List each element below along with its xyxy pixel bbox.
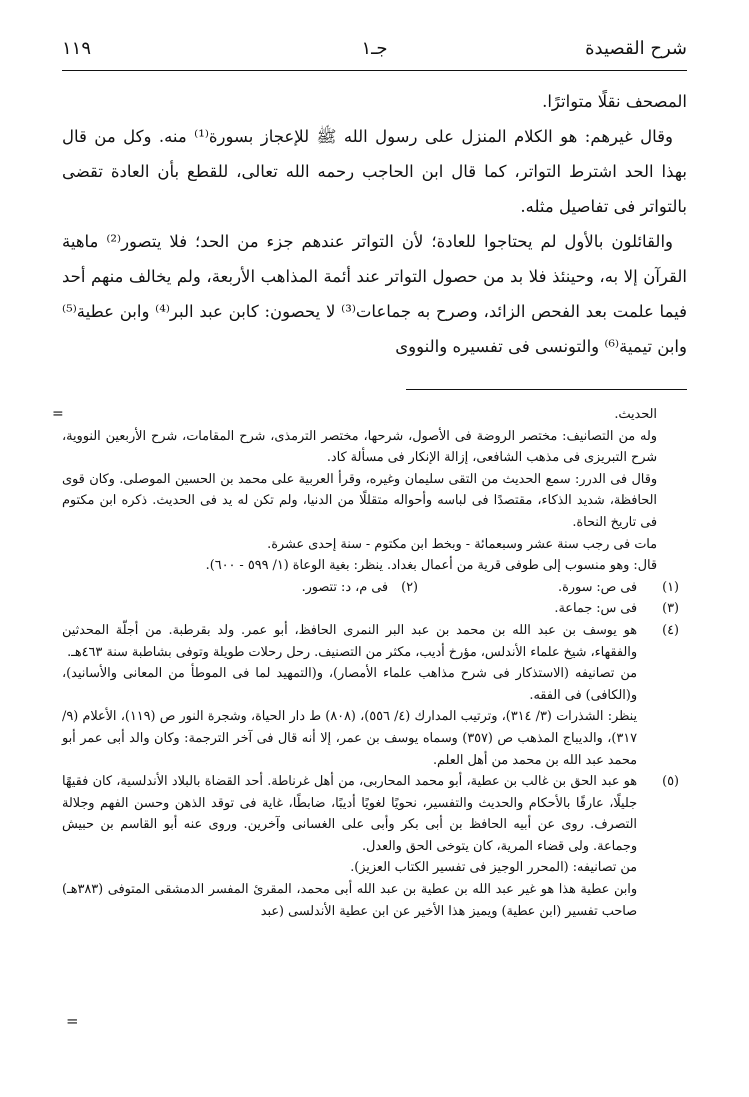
footnote-text: فى م، د: تتصور. — [301, 579, 388, 595]
footnote-number: (٤) — [662, 622, 679, 638]
footnote-text: مات فى رجب سنة عشر وسبعمائة - وبخط ابن مكتوم - سنة إحدى عشرة. — [267, 536, 657, 552]
footnote-row — [62, 620, 679, 663]
footnote-text: هو يوسف بن عبد الله بن محمد بن عبد البر النمرى الحافظ، أبو عمر. ولد بقرطبة. من أجلّة المحدثين والفقهاء، شيخ علماء الأندلس، مؤرخ أديب، مكثر من التصنيف. رحل رحلات طويلة وتوفى بشاطبة سنة ٤٦٣هـ. — [62, 622, 637, 660]
footnote-row — [62, 577, 679, 599]
main-text — [62, 84, 687, 364]
footnote-number: (٣) — [662, 601, 679, 617]
footnote-number: (٢) — [401, 579, 418, 595]
footnote-text: وقال فى الدرر: سمع الحديث من التقى سليمان وغيره، وقرأ العربية على محمد بن الحسين الموصلى. وكان قوى الحافظة، شديد الذكاء، مقتصدًا فى لباسه وأحواله متقللًا من الدنيا، ولم تكن له يد فى الحديث. ذكره ابن مكتوم فى تاريخ النحاة. — [62, 471, 657, 530]
footnote-number: (٥) — [662, 774, 679, 790]
footnote-number: (١) — [662, 579, 679, 595]
footnote-continued-line — [52, 404, 679, 426]
continuation-marker: = — [52, 406, 64, 422]
main-paragraph: المصحف نقلًا متواترًا. — [542, 92, 687, 111]
footnote-text: وله من التصانيف: مختصر الروضة فى الأصول، شرحها، مختصر الترمذى، شرح المقامات، شرح الأربعين النووية، شرح التبريزى فى مذهب الشافعى، إزالة الإنكار فى مسألة كاد. — [62, 428, 657, 466]
footnote-separator — [406, 389, 687, 390]
footnote-text: من تصانيفه: (المحرر الوجيز فى تفسير الكتاب العزيز). — [350, 860, 637, 876]
footnote-text: من تصانيفه (الاستذكار فى شرح مذاهب علماء الأمصار)، و(التمهيد لما فى الموطأ من المعانى والأسانيد)، و(الكافى) فى الفقه. — [62, 666, 637, 703]
footnote-text: وابن عطية هذا هو غير عبد الله بن عطية بن عبد الله أبى محمد، المقرئ المفسر الدمشقى المتوفى (٣٨٣هـ) صاحب تفسير (ابن عطية) ويميز هذا الأخير عن ابن عطية الأندلسى (عبد — [62, 882, 637, 919]
footnote-row — [62, 771, 679, 857]
footnote-text: ينظر: الشذرات (٣/ ٣١٤)، وترتيب المدارك (٤/ ٥٥٦)، (٨٠٨) ط دار الحياة، وشجرة النور ص (١١٩)، الأعلام (٩/ ٣١٧)، والديباج المذهب ص (٣٥٧) وسماه يوسف بن عمر، إلا أنه قال فى آخر الترجمة: وكان والد أبى عمر أبو محمد عبد الله بن محمد من أهل العلم. — [62, 709, 637, 768]
running-header — [62, 36, 687, 70]
footnote-row — [62, 598, 679, 620]
header-title: شرح القصيدة — [585, 38, 687, 59]
header-volume: جـ١ — [361, 38, 388, 59]
footnote-text: هو عبد الحق بن غالب بن عطية، أبو محمد المحاربى، من أهل غرناطة. أحد القضاة بالبلاد الأندلسية، كان فقيهًا جليلًا، عارفًا بالأحكام والحديث والتفسير، نحويًا لغويًا أديبًا، ضابطًا، غاية فى توقد الذهن وحسن الفهم وجلالة التصرف. روى عن أبيه الحافظ بن أبى بكر وأبى على الغسانى وآخرين. وروى عنه أبو القاسم بن حبيش وجماعة. ولى قضاء المرية، كان يتوخى الحق والعدل. — [62, 774, 637, 854]
footnotes — [52, 404, 679, 922]
main-paragraph: وقال غيرهم: هو الكلام المنزل على رسول الله ﷺ للإعجاز بسورة⁽¹⁾ منه. وكل من قال بهذا الحد اشترط التواتر، كما قال ابن الحاجب رحمه الله تعالى، للقطع بأن العادة تقضى بالتواتر فى تفاصيل مثله. — [62, 127, 687, 216]
continuation-marker-bottom: = — [66, 1012, 79, 1030]
main-paragraph: والقائلون بالأول لم يحتاجوا للعادة؛ لأن التواتر عندهم جزء من الحد؛ فلا يتصور⁽²⁾ ماهية القرآن إلا به، وحينئذ فلا بد من حصول التواتر عند أئمة المذاهب الأربعة، ولم يخالف منهم أحد فيما علمت بعد الفحص الزائد، وصرح به جماعات⁽³⁾ لا يحصون: كابن عبد البر⁽⁴⁾ وابن عطية⁽⁵⁾ وابن تيمية⁽⁶⁾ والتونسى فى تفسيره والنووى — [62, 232, 687, 356]
header-divider — [62, 70, 687, 71]
page-number: ١١٩ — [62, 38, 92, 59]
footnote-text: الحديث. — [614, 407, 657, 422]
footnote-text: فى ص: سورة. — [558, 579, 637, 595]
footnote-text: فى س: جماعة. — [554, 601, 637, 617]
footnote-text: قال: وهو منسوب إلى طوفى قرية من أعمال بغداد. ينظر: بغية الوعاة (١/ ٥٩٩ - ٦٠٠). — [205, 558, 657, 574]
